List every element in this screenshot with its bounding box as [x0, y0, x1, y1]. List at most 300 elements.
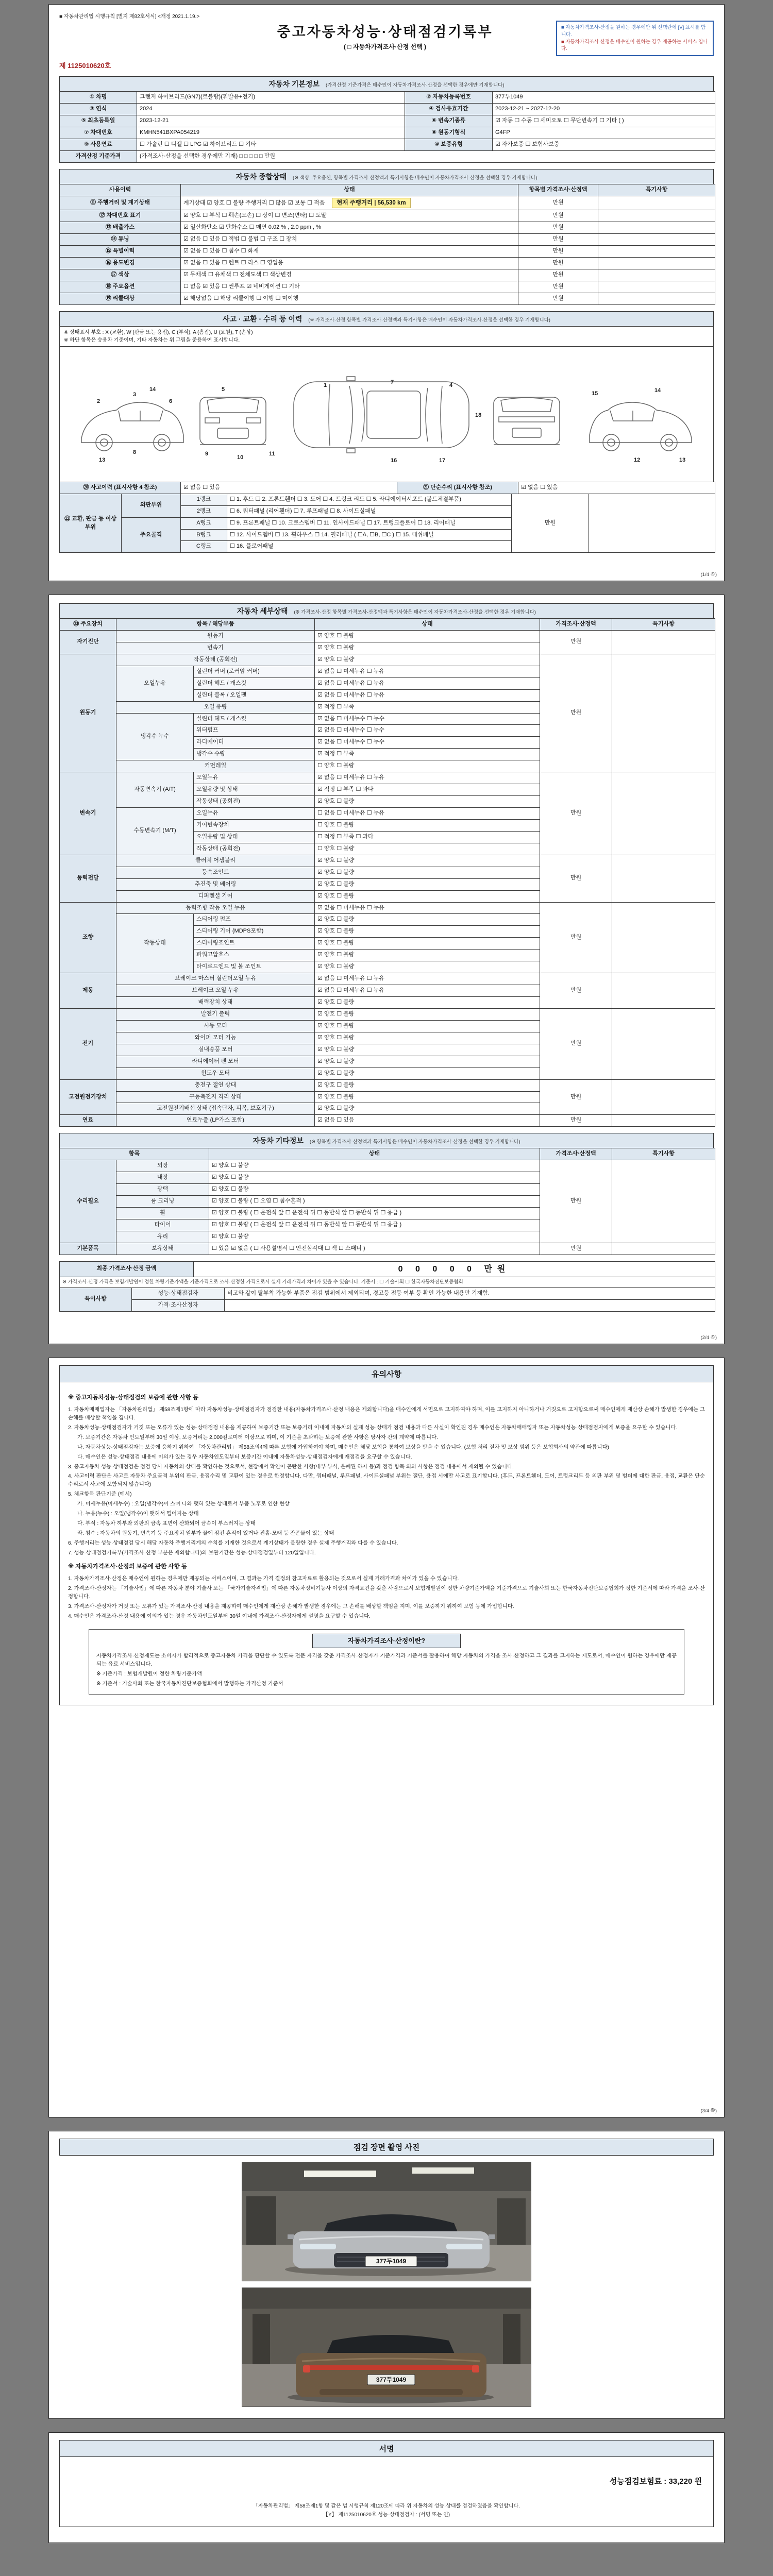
form-cell: ☑ 자가보증 ☐ 보험사보증 [493, 139, 715, 150]
form-cell: ㉑ 단순수리 (표시사항 참조) [397, 482, 518, 494]
form-cell: 파워고압호스 [194, 950, 315, 961]
form-cell: 타이어 [116, 1219, 209, 1231]
diagram-part-number: 7 [391, 379, 394, 385]
form-cell: ☑ 해당없음 ☐ 해당 리콜이행 ☐ 이행 ☐ 미이행 [181, 293, 518, 304]
form-cell [598, 281, 715, 293]
form-cell: ☑ 양호 ☐ 불량 [315, 1091, 540, 1103]
form-cell: ☑ 양호 ☐ 불량 [315, 654, 540, 666]
form-cell: ⑱ 주요옵션 [60, 281, 181, 293]
form-cell: 만원 [518, 246, 598, 258]
form-cell: 자동변속기 (A/T) [116, 772, 194, 808]
form-cell: 항목 / 해당부품 [116, 619, 315, 631]
form-cell: ⑥ 변속기종류 [405, 115, 493, 127]
form-cell: ⑬ 배출가스 [60, 222, 181, 234]
band-basic [59, 76, 714, 91]
form-cell: 냉각수 수량 [194, 749, 315, 760]
sign-title: 서명 [59, 2440, 714, 2457]
form-cell: ④ 검사유효기간 [405, 104, 493, 115]
form-cell: ☑ 양호 ☐ 불량 ( ☐ 운전석 앞 ☐ 운전석 뒤 ☐ 동반석 앞 ☐ 동반석 뒤 ☐ 응급 ) [209, 1219, 540, 1231]
form-reference: ■ 자동차관리법 시행규칙 [별지 제82호서식] <개정 2021.1.19.> [59, 14, 200, 20]
notice-paragraph: 다. 매수인은 성능·상태점검 내용에 이의가 있는 경우 자동차인도일부터 보증기간 이내에 자동차성능·상태점검자에게 재점검을 요구할 수 있습니다. [77, 1454, 412, 1460]
diagram-part-number: 15 [592, 390, 598, 397]
band-overall-note: (※ 색상, 주요옵션, 항목별 가격조사·산정액과 특기사항은 매수인이 자동차가격조사·산정을 선택한 경우 기재합니다) [293, 175, 537, 181]
diagram-part-number: 1 [324, 382, 327, 388]
page-marker-2: (2/4 쪽) [700, 1335, 717, 1341]
form-cell: ☑ 양호 ☐ 불량 [315, 1103, 540, 1115]
diagram-part-number: 10 [237, 454, 244, 461]
price-survey-info-box [89, 1629, 684, 1694]
form-cell: 작동상태 (공회전) [194, 796, 315, 808]
form-cell: ☑ 양호 ☐ 불량 [315, 890, 540, 902]
page-marker-1: (1/4 쪽) [700, 572, 717, 578]
form-cell: 라디에이터 팬 모터 [116, 1056, 315, 1067]
form-cell [598, 258, 715, 269]
form-cell: ③ 연식 [60, 104, 137, 115]
photo-frame-rear [59, 2287, 714, 2407]
form-cell: 클러치 어셈블리 [116, 855, 315, 867]
form-cell: 수리필요 [60, 1160, 116, 1243]
form-cell: 특기사항 [612, 1148, 715, 1160]
form-cell: ☑ 양호 ☐ 불량 [315, 914, 540, 926]
notice-paragraph: 4. 사고이력 판단은 사고로 자동차 주요골격 부위의 판금, 용접수리 및 교환이 있는 경우로 한정합니다. 다만, 쿼터패널, 루프패널, 사이드실패널 부위는 절단, 용접 시에만 사고로 표기합니다. (후드, 프론트휀더, 도어, 트렁크리드 등 외판 부위 및 범퍼에 대한 판금, 용접, 교환은 단순수리로서 사고에 포함되지 않습니다) [68, 1473, 705, 1488]
form-cell: 만원 [540, 855, 612, 902]
form-cell [612, 855, 715, 902]
form-cell: 만원 [518, 222, 598, 234]
form-cell: 1랭크 [181, 494, 227, 505]
form-cell: ☑ 양호 ☐ 불량 [209, 1184, 540, 1196]
notice-paragraph: 1. 자동차가격조사·산정은 매수인이 원하는 경우에만 제공되는 서비스이며, 그 결과는 가격 결정의 참고자료로 활용되는 것으로서 실제 거래가격과 차이가 있을 수 있습니다. [68, 1575, 459, 1582]
form-cell: ☑ 없음 ☐ 있음 ☐ 렌트 ☐ 리스 ☐ 영업용 [181, 258, 518, 269]
panel-rank-table [59, 494, 715, 553]
form-cell: ☑ 양호 ☐ 불량 [315, 1032, 540, 1044]
cell-text: 계기상태 ☑ 양호 ☐ 불량 주행거리 ☐ 많음 ☑ 보통 ☐ 적음 [183, 199, 325, 206]
form-cell: ☑ 양호 ☐ 불량 [315, 855, 540, 867]
basic-info-table [59, 91, 715, 163]
diagram-part-number: 5 [222, 386, 225, 393]
form-cell: 스티어링조인트 [194, 938, 315, 950]
form-cell: 제동 [60, 973, 116, 1009]
form-cell: ☑ 없음 ☐ 미세누유 ☐ 누유 [315, 689, 540, 701]
form-cell: 워터펌프 [194, 725, 315, 737]
form-cell: 0 0 0 0 0 만원 [194, 1261, 715, 1277]
diagram-labels-group [97, 379, 685, 464]
accident-history-table [59, 482, 715, 494]
notice-line-2: ■ 자동차가격조사·산정은 매수인이 원하는 경우 제공하는 서비스 입니다. [561, 39, 708, 52]
form-cell: 작동상태 (공회전) [194, 843, 315, 855]
form-cell: 만원 [518, 210, 598, 222]
form-cell: ☑ 양호 ☐ 불량 ( ☐ 오염 ☐ 침수흔적 ) [209, 1196, 540, 1208]
form-cell: 최종 가격조사·산정 금액 [60, 1261, 194, 1277]
form-cell: 오일유량 및 상태 [194, 831, 315, 843]
form-cell: ☑ 없음 ☐ 미세누수 ☐ 누수 [315, 713, 540, 725]
form-cell: ☐ 16. 플로어패널 [227, 541, 512, 553]
form-cell: ☑ 없음 ☐ 미세누수 ☐ 누수 [315, 725, 540, 737]
form-cell: ☑ 없음 ☐ 미세누유 ☐ 누유 [315, 973, 540, 985]
document-number: 제 1125010620호 [59, 62, 111, 70]
form-cell: 보유상태 [116, 1243, 209, 1255]
photos-title: 점검 장면 촬영 사진 [59, 2139, 714, 2156]
form-cell: 룸 크리닝 [116, 1196, 209, 1208]
form-cell [612, 1008, 715, 1079]
title-block [214, 21, 556, 51]
form-cell: 유리 [116, 1231, 209, 1243]
band-detail-title: 자동차 세부상태 [237, 607, 288, 615]
overall-condition-table [59, 184, 715, 305]
form-cell [589, 494, 715, 553]
form-cell [612, 772, 715, 855]
section-final-price [59, 1261, 714, 1312]
form-cell: 윈도우 모터 [116, 1067, 315, 1079]
form-cell: ☑ 양호 ☐ 불량 [315, 1020, 540, 1032]
page-5 [48, 2432, 725, 2543]
form-cell: ☑ 적정 ☐ 부족 ☐ 과다 [315, 784, 540, 796]
form-cell [598, 210, 715, 222]
form-cell: ☑ 적정 ☐ 부족 [315, 749, 540, 760]
form-cell: 만원 [518, 293, 598, 304]
form-cell: ⑤ 최초등록일 [60, 115, 137, 127]
form-cell [598, 269, 715, 281]
license-plate-front: 377두1049 [376, 2258, 407, 2265]
form-cell: ☐ 9. 프론트패널 ☐ 10. 크로스멤버 ☐ 11. 인사이드패널 ☐ 17. 트렁크플로어 ☐ 18. 리어패널 [227, 517, 512, 529]
form-cell: 추진축 및 베어링 [116, 878, 315, 890]
notice-paragraph: 3. 중고자동차 성능·상태점검은 점검 당시 자동차의 상태를 확인하는 것으로서, 현장에서 확인이 곤란한 사항(내부 부식, 은폐된 하자 등)과 점검 항목 외의 사항은 점검 내용에서 제외될 수 있습니다. [68, 1464, 514, 1470]
legend-line-2: ※ 하단 항목은 승용차 기준이며, 기타 자동차는 위 그림을 준용하여 표시합니다. [64, 337, 240, 343]
sign-body [59, 2457, 714, 2527]
form-cell: ☑ 일산화탄소 ☑ 탄화수소 ☐ 매연 0.02 % , 2.0 ppm , % [181, 222, 518, 234]
notes-title: 유의사항 [59, 1365, 714, 1382]
form-cell: 외판부위 [122, 494, 181, 517]
form-cell [612, 1160, 715, 1243]
form-cell: ⑪ 주행거리 및 계기상태 [60, 196, 181, 210]
form-cell: A랭크 [181, 517, 227, 529]
document-title: 중고자동차성능·상태점검기록부 [277, 24, 493, 40]
form-cell: 오일누유 [194, 772, 315, 784]
inspection-photo-rear [242, 2287, 531, 2407]
form-cell [612, 1079, 715, 1115]
form-cell: ☑ 양호 ☐ 불량 [315, 1067, 540, 1079]
page-2 [48, 595, 725, 1344]
form-cell: ⑫ 차대번호 표기 [60, 210, 181, 222]
diagram-part-number: 17 [439, 457, 446, 464]
notice-paragraph: 7. 성능·상태점검기록부(가격조사·산정 부분은 제외합니다)의 보관기간은 성능·상태점검일부터 120일입니다. [68, 1550, 316, 1556]
form-cell: ☑ 자동 ☐ 수동 ☐ 세미오토 ☐ 무단변속기 ☐ 기타 ( ) [493, 115, 715, 127]
form-cell [181, 196, 518, 210]
notice-paragraph: 가. 미세누유(미세누수) : 오일(냉각수)이 스며 나와 맺혀 있는 상태로서 부품 노후로 인한 현상 [77, 1501, 290, 1507]
form-cell: ☑ 무채색 ☐ 유채색 ☐ 전체도색 ☐ 색상변경 [181, 269, 518, 281]
document-subtitle: ( □ 자동차가격조사·산정 선택 ) [343, 43, 427, 50]
form-cell: 가격조사·산정액 [540, 619, 612, 631]
form-cell: 상태 [181, 184, 518, 196]
form-cell: 실린더 헤드 / 개스킷 [194, 713, 315, 725]
form-cell [598, 222, 715, 234]
form-cell: 만원 [518, 269, 598, 281]
form-cell: 오일유량 및 상태 [194, 784, 315, 796]
form-cell: 오일누유 [194, 808, 315, 820]
declaration [69, 2502, 704, 2519]
form-cell: ☑ 양호 ☐ 불량 [315, 1056, 540, 1067]
form-cell [612, 1115, 715, 1127]
form-cell: 2023-12-21 [137, 115, 405, 127]
form-cell: 고전원전기장치 [60, 1079, 116, 1115]
form-cell [598, 246, 715, 258]
form-cell: ⑯ 용도변경 [60, 258, 181, 269]
other-info-table [59, 1148, 715, 1255]
diagram-part-number: 6 [169, 398, 173, 404]
form-cell: ☑ 양호 ☐ 불량 [315, 867, 540, 878]
form-cell: 와이퍼 모터 기능 [116, 1032, 315, 1044]
detail-condition-table [59, 618, 715, 1127]
form-cell: ☑ 없음 ☐ 있음 [181, 482, 397, 494]
form-cell: ⑭ 튜닝 [60, 234, 181, 246]
page-4 [48, 2131, 725, 2419]
form-cell: 만원 [518, 196, 598, 210]
form-cell: ☐ 양호 ☐ 불량 [315, 760, 540, 772]
form-cell: 만원 [540, 1243, 612, 1255]
accident-legend [59, 326, 714, 346]
form-cell: 실내송풍 모터 [116, 1044, 315, 1056]
form-cell: 비고와 같이 탈부착 가능한 부품은 점검 범위에서 제외되며, 경고등 점등 여부 등 확인 가능한 내용만 기재함. [225, 1287, 715, 1299]
notice-paragraph: 나. 자동차성능·상태점검자는 보증에 응하기 위하여 「자동차관리법」 제58조의4에 따른 보험에 가입하여야 하며, 매수인은 해당 보험을 통하여 보상을 받을 수 있습니다. (보험 처리 절차 및 보상 범위 등은 보험회사의 약관에 따릅니다) [77, 1444, 609, 1450]
final-price-table [59, 1261, 715, 1288]
form-cell: 만원 [518, 234, 598, 246]
form-cell: 스티어링 펌프 [194, 914, 315, 926]
form-cell: 가격·조사산정자 [132, 1299, 225, 1311]
form-cell: 사용이력 [60, 184, 181, 196]
form-cell: 등속조인트 [116, 867, 315, 878]
form-cell: 실린더 커버 (로커암 커버) [194, 666, 315, 677]
form-cell: 기본품목 [60, 1243, 116, 1255]
form-cell: ☑ 양호 ☐ 불량 [315, 1008, 540, 1020]
form-cell: 만원 [540, 973, 612, 1009]
form-cell: ⑨ 사용연료 [60, 139, 137, 150]
form-cell [612, 654, 715, 772]
form-cell: ☑ 양호 ☐ 불량 ( ☐ 운전석 앞 ☐ 운전석 뒤 ☐ 동반석 앞 ☐ 동반석 뒤 ☐ 응급 ) [209, 1208, 540, 1219]
form-cell: 동력전달 [60, 855, 116, 902]
form-cell: ⑦ 차대번호 [60, 127, 137, 139]
form-cell: ☑ 양호 ☐ 불량 [315, 1044, 540, 1056]
car-damage-diagram [59, 346, 714, 482]
notice-paragraph: 3. 가격조사·산정자가 거짓 또는 오류가 있는 가격조사·산정 내용을 제공하여 매수인에게 재산상 손해가 발생한 경우에는 그 손해를 배상할 책임을 지며, 이를 보증하기 위하여 보험 등에 가입합니다. [68, 1603, 514, 1609]
form-cell: (가격조사·산정을 선택한 경우에만 기재) □ □ □ □ □ 만원 [137, 150, 715, 162]
band-other-title: 자동차 기타정보 [253, 1137, 304, 1145]
inspection-photo-front [242, 2162, 531, 2281]
section-accident [59, 311, 714, 553]
form-cell: ☑ 양호 ☐ 불량 [315, 997, 540, 1009]
band-basic-note: (가격산정 기준가격은 매수인이 자동차가격조사·산정을 선택한 경우에만 기재합니다) [325, 82, 505, 89]
inspector-opinion-table [59, 1287, 715, 1312]
diagram-part-number: 18 [475, 412, 482, 418]
form-cell: 변속기 [60, 772, 116, 855]
form-cell [612, 902, 715, 973]
photo-frame-front [59, 2162, 714, 2281]
insurance-fee: 성능점검보험료 : 33,220 원 [609, 2477, 702, 2486]
diagram-part-number: 11 [269, 450, 275, 457]
form-cell: 그랜저 하이브리드(GN7)(르블랑)(휘발유+전기) [137, 92, 405, 104]
form-cell: ☑ 양호 ☐ 불량 [315, 642, 540, 654]
form-cell: ☑ 없음 ☐ 있음 ☐ 침수 ☐ 화재 [181, 246, 518, 258]
form-cell: 만원 [540, 1008, 612, 1079]
form-cell: 만원 [540, 902, 612, 973]
form-cell [225, 1299, 715, 1311]
form-cell: ☑ 없음 ☐ 있음 [518, 482, 715, 494]
form-cell: 내장 [116, 1172, 209, 1184]
form-cell: ☑ 없음 ☐ 있음 [315, 1115, 540, 1127]
section-other [59, 1133, 714, 1255]
form-cell: 브레이크 마스터 실린더오일 누유 [116, 973, 315, 985]
form-cell: ☑ 양호 ☐ 불량 [315, 926, 540, 938]
form-cell: C랭크 [181, 541, 227, 553]
form-cell: ☑ 양호 ☐ 불량 [209, 1172, 540, 1184]
form-cell: ☐ 양호 ☐ 불량 [315, 843, 540, 855]
form-cell: 자기진단 [60, 630, 116, 654]
diagram-part-number: 12 [634, 456, 641, 463]
form-cell: B랭크 [181, 529, 227, 541]
form-cell: 만원 [518, 258, 598, 269]
form-cell: ☑ 양호 ☐ 불량 [315, 1079, 540, 1091]
declaration-line-1: 「자동차관리법」 제58조제1항 및 같은 법 시행규칙 제120조에 따라 위 자동차의 성능·상태를 점검하였음을 확인합니다. [253, 2503, 520, 2509]
form-cell: ⑩ 보증유형 [405, 139, 493, 150]
notice-paragraph: 1. 자동차매매업자는 「자동차관리법」 제58조제1항에 따라 자동차성능·상태점검자가 점검한 내용(자동차가격조사·산정 내용은 제외합니다)을 매수인에게 서면으로 고지하여야 하며, 이를 고지하지 아니하거나 거짓으로 고지함으로써 매수인에게 재산상 손해가 발생한 경우에는 그 손해를 배상할 책임을 집니다. [68, 1406, 705, 1421]
form-cell: ☑ 양호 ☐ 불량 [209, 1231, 540, 1243]
form-cell: ☑ 없음 ☐ 미세누유 ☐ 누유 [315, 666, 540, 677]
price-survey-notice-box [556, 21, 714, 56]
diagram-part-number: 16 [391, 457, 397, 464]
form-cell: 성능·상태점검자 [132, 1287, 225, 1299]
form-cell: 디퍼렌셜 기어 [116, 890, 315, 902]
form-cell: ☐ 양호 ☐ 불량 [315, 819, 540, 831]
notes-body [59, 1382, 714, 1705]
form-cell: KMHN541BXPA054219 [137, 127, 405, 139]
form-cell: 만원 [540, 1079, 612, 1115]
form-cell: ⑰ 색상 [60, 269, 181, 281]
section-detail [59, 603, 714, 1127]
form-cell [598, 293, 715, 304]
form-cell: 항목별 가격조사·산정액 [518, 184, 598, 196]
form-cell: 냉각수 누수 [116, 713, 194, 760]
form-cell: ⑧ 원동기형식 [405, 127, 493, 139]
form-cell: ☑ 없음 ☐ 미세누유 ☐ 누유 [315, 772, 540, 784]
section-overall [59, 169, 714, 305]
form-cell: 원동기 [116, 630, 315, 642]
top-header [59, 21, 714, 56]
form-cell: 만원 [540, 654, 612, 772]
form-cell: 원동기 [60, 654, 116, 772]
info-box-paragraph: ※ 기준가격 : 보험개발원이 정한 차량기준가액 [96, 1671, 202, 1677]
info-box-paragraph: 자동차가격조사·산정제도는 소비자가 합리적으로 중고자동차 가격을 판단할 수 있도록 전문 자격을 갖춘 가격조사·산정자가 기준가격과 기준서를 활용하여 해당 자동차의 가격을 조사·산정하고 그 결과를 고지하는 제도로서, 매수인이 원하는 경우에만 제공되는 유료 서비스입니다. [96, 1653, 677, 1667]
form-cell: ☑ 없음 ☐ 미세누수 ☐ 누수 [315, 737, 540, 749]
form-cell: 2024 [137, 104, 405, 115]
form-cell [598, 196, 715, 210]
form-cell: ※ 가격조사·산정 가격은 보험개발원이 정한 차량기준가액을 기준가격으로 조사·산정한 가격으로서 실제 거래가격과 차이가 있을 수 있습니다. 기준서 : ☐ 기술사회 ☐ 한국자동차진단보증협회 [60, 1277, 715, 1287]
form-cell: 만원 [540, 630, 612, 654]
band-basic-title: 자동차 기본정보 [268, 80, 320, 89]
form-cell: 가격조사·산정액 [540, 1148, 612, 1160]
form-cell: ☐ 없음 ☑ 있음 ☐ 썬루프 ☑ 네비게이션 ☐ 기타 [181, 281, 518, 293]
form-cell: ☑ 양호 ☐ 불량 [315, 630, 540, 642]
form-cell: 오일 유량 [116, 701, 315, 713]
form-cell: 광택 [116, 1184, 209, 1196]
form-cell: 특기사항 [598, 184, 715, 196]
form-cell [612, 1243, 715, 1255]
form-cell: 상태 [209, 1148, 540, 1160]
form-cell: 구동축전지 격리 상태 [116, 1091, 315, 1103]
form-cell: 항목 [60, 1148, 209, 1160]
form-cell: 만원 [540, 772, 612, 855]
form-cell: ⑮ 특별이력 [60, 246, 181, 258]
band-other-note: (※ 항목별 가격조사·산정액과 특기사항은 매수인이 자동차가격조사·산정을 선택한 경우 기재합니다) [309, 1139, 520, 1145]
form-cell: ☑ 없음 ☐ 미세누유 ☐ 누유 [315, 985, 540, 997]
declaration-line-2: 【Y】 제1125010620호 성능·상태점검자 : (서명 또는 인) [323, 2512, 450, 2518]
notice-paragraph: 2. 자동차성능·상태점검자가 거짓 또는 오류가 있는 성능·상태점검 내용을 제공하여 보증기간 또는 보증거리 이내에 자동차의 실제 성능·상태가 점검 내용과 다른 사실이 확인된 경우 매수인은 자동차매매업자 또는 자동차성능·상태점검자에게 보증을 요구할 수 있습니다. [68, 1425, 678, 1431]
form-cell: ☑ 적정 ☐ 부족 [315, 701, 540, 713]
form-cell: ☐ 6. 쿼터패널 (리어휀더) ☐ 7. 루프패널 ☐ 8. 사이드실패널 [227, 505, 512, 517]
diagram-part-number: 2 [97, 398, 100, 404]
form-cell: 실린더 헤드 / 개스킷 [194, 677, 315, 689]
form-cell: ㉒ 교환, 판금 등 이상 부위 [60, 494, 122, 553]
diagram-part-number: 3 [133, 391, 137, 398]
form-cell: 오일누유 [116, 666, 194, 701]
form-cell: 연료누출 (LP가스 포함) [116, 1115, 315, 1127]
form-cell: ② 자동차등록번호 [405, 92, 493, 104]
notice-paragraph: 라. 침수 : 자동차의 원동기, 변속기 등 주요장치 일부가 물에 잠긴 흔적이 있거나 진흙·모래 등 잔존물이 있는 상태 [77, 1531, 334, 1537]
form-cell: 타이로드엔드 및 볼 조인트 [194, 961, 315, 973]
form-cell: 만원 [518, 281, 598, 293]
diagram-part-number: 13 [679, 456, 686, 463]
form-cell: ☑ 양호 ☐ 불량 [315, 938, 540, 950]
legend-line-1: ※ 상태표시 부호 : X (교환), W (판금 또는 용접), C (부식), A (흠집), U (요철), T (손상) [64, 329, 253, 335]
form-cell: 조향 [60, 902, 116, 973]
page-1 [48, 4, 725, 581]
form-cell: 가격산정 기준가격 [60, 150, 137, 162]
form-cell: 작동상태 [116, 914, 194, 973]
form-cell [612, 630, 715, 654]
form-cell: 스티어링 기어 (MDPS포함) [194, 926, 315, 938]
form-cell: 동력조향 작동 오일 누유 [116, 902, 315, 914]
band-overall [59, 169, 714, 184]
form-cell: 실린더 블록 / 오일팬 [194, 689, 315, 701]
form-cell: 만원 [540, 1115, 612, 1127]
notice-paragraph: 나. 누유(누수) : 오일(냉각수)이 맺혀서 떨어지는 상태 [77, 1511, 199, 1517]
form-cell: 수동변속기 (M/T) [116, 808, 194, 855]
form-cell: 만원 [540, 1160, 612, 1243]
notice-paragraph: 6. 주행거리는 성능·상태점검 당시 해당 자동차 주행거리계의 수치를 기재한 것으로서 계기상태가 불량한 경우 실제 주행거리와 다를 수 있습니다. [68, 1540, 398, 1547]
form-cell: 2랭크 [181, 505, 227, 517]
form-cell: ☐ 있음 ☑ 없음 ( ☐ 사용설명서 ☐ 안전삼각대 ☐ 잭 ☐ 스패너 ) [209, 1243, 540, 1255]
band-accident [59, 311, 714, 326]
notice-line-1: ■ 자동차가격조사·산정을 원하는 경우에만 위 선택란에 [V] 표시를 합니다. [561, 25, 706, 38]
form-cell: 전기 [60, 1008, 116, 1079]
form-cell: ☐ 적정 ☐ 부족 ☐ 과다 [315, 831, 540, 843]
form-cell [598, 234, 715, 246]
form-cell: ☐ 12. 사이드멤버 ☐ 13. 휠하우스 ☐ 14. 필러패널 ( ☐A, ☐B, ☐C ) ☐ 15. 대쉬패널 [227, 529, 512, 541]
page-marker-3: (3/4 쪽) [700, 2108, 717, 2114]
form-cell: 2023-12-21 ~ 2027-12-20 [493, 104, 715, 115]
form-cell: ⑳ 사고이력 (표시사항 4 참조) [60, 482, 181, 494]
form-cell: G4FP [493, 127, 715, 139]
form-cell: ☑ 없음 ☐ 있음 ☐ 적법 ☐ 불법 ☐ 구조 ☐ 장치 [181, 234, 518, 246]
notice-paragraph: 5. 체크항목 판단기준 (예시) [68, 1492, 132, 1498]
form-cell: 휠 [116, 1208, 209, 1219]
form-cell: ☐ 가솔린 ☐ 디젤 ☐ LPG ☑ 하이브리드 ☐ 기타 [137, 139, 405, 150]
diagram-part-number: 9 [205, 450, 209, 457]
form-cell: ☑ 양호 ☐ 불량 [315, 878, 540, 890]
notice-paragraph: 가. 보증기간은 자동차 인도일부터 30일 이상, 보증거리는 2,000킬로미터 이상으로 하며, 이 기준을 초과하는 보증에 관한 사항은 당사자 간의 계약에 따릅니다. [77, 1434, 438, 1440]
page-3 [48, 1358, 725, 2117]
form-cell: 시동 모터 [116, 1020, 315, 1032]
info-box-title: 자동차가격조사·산정이란? [312, 1634, 461, 1648]
form-cell: ☑ 양호 ☐ 불량 [315, 950, 540, 961]
form-cell: 특이사항 [60, 1287, 132, 1311]
